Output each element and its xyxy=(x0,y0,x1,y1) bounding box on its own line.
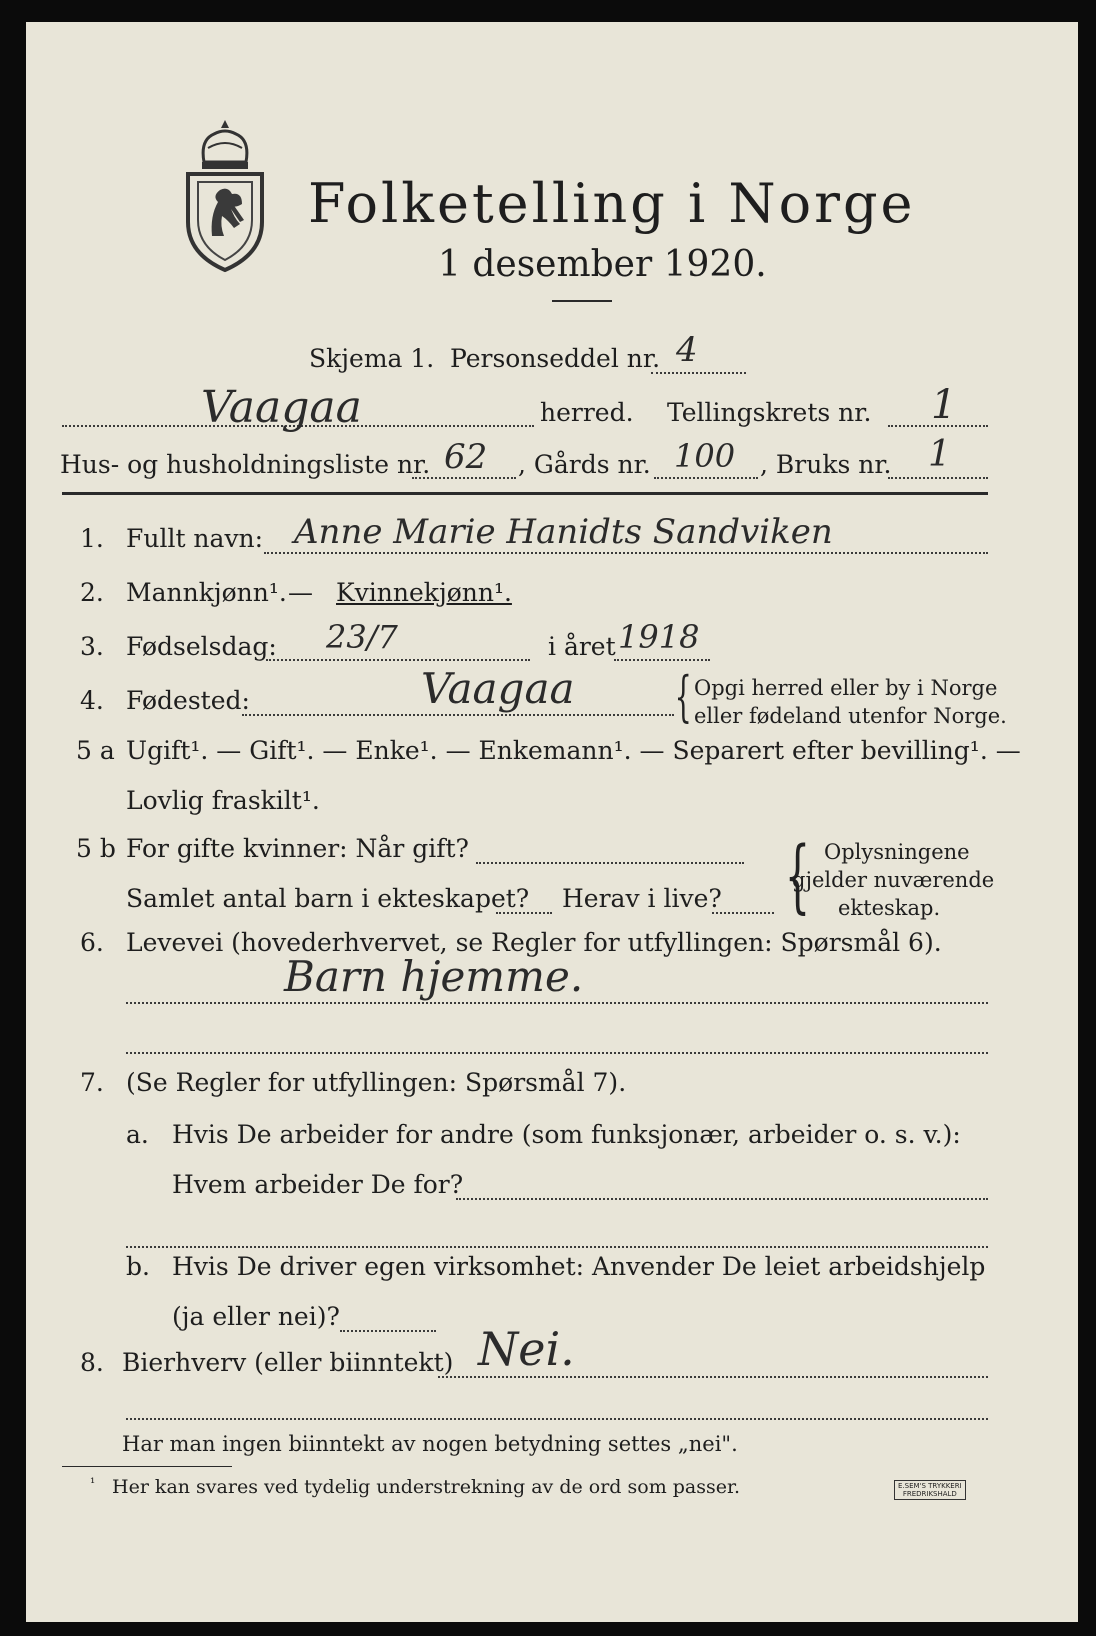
personseddel-field[interactable] xyxy=(651,372,746,374)
q6-label: Levevei (hovederhvervet, se Regler for utfyllingen: Spørsmål 6). xyxy=(126,928,942,957)
tellingskrets-label: Tellingskrets nr. xyxy=(667,398,872,427)
footnote-divider xyxy=(62,1466,232,1467)
gards-label: , Gårds nr. xyxy=(518,450,651,479)
personseddel-value: 4 xyxy=(676,330,698,370)
bruks-field[interactable] xyxy=(888,477,988,479)
birthplace-field[interactable] xyxy=(242,714,674,716)
q5b-note-line2: gjelder nuværende xyxy=(792,868,995,892)
page-date: 1 desember 1920. xyxy=(438,244,767,285)
tellingskrets-value: 1 xyxy=(931,382,957,428)
q1-number: 1. xyxy=(80,524,104,553)
bruks-label: , Bruks nr. xyxy=(760,450,892,479)
q5b-note-line1: Oplysningene xyxy=(824,840,970,864)
q7a-number: a. xyxy=(126,1120,149,1149)
printer-stamp-line1: E.SEM'S TRYKKERI xyxy=(898,1482,962,1490)
occupation-value: Barn hjemme. xyxy=(284,952,584,1001)
q5b-label-children: Samlet antal barn i ekteskapet? xyxy=(126,884,530,913)
birthday-value: 23/7 xyxy=(326,618,398,656)
printer-stamp xyxy=(894,1480,966,1500)
header-divider xyxy=(62,492,988,495)
q7-label: (Se Regler for utfyllingen: Spørsmål 7). xyxy=(126,1068,627,1097)
coat-of-arms-icon xyxy=(180,118,270,274)
side-income-field-2[interactable] xyxy=(126,1418,988,1420)
title-divider xyxy=(552,300,612,302)
q2-number: 2. xyxy=(80,578,104,607)
q7a-line2: Hvem arbeider De for? xyxy=(172,1170,464,1199)
nei-note: Har man ingen biinntekt av nogen betydning settes „nei". xyxy=(122,1432,738,1456)
q5b-label-living: Herav i live? xyxy=(562,884,722,913)
children-living-field[interactable] xyxy=(712,912,774,914)
q4-note-line1: Opgi herred eller by i Norge xyxy=(694,676,998,700)
female-option[interactable]: Kvinnekjønn¹. xyxy=(336,578,512,607)
side-income-field[interactable] xyxy=(438,1376,988,1378)
birthplace-value: Vaagaa xyxy=(421,664,575,713)
q5b-note-line3: ekteskap. xyxy=(838,896,941,920)
q4-brace: { xyxy=(674,665,692,728)
q7b-number: b. xyxy=(126,1252,150,1281)
q2-dash: — xyxy=(288,578,313,607)
page-title: Folketelling i Norge xyxy=(308,172,916,235)
q6-number: 6. xyxy=(80,928,104,957)
herred-value: Vaagaa xyxy=(201,382,362,433)
q5b-label-married: For gifte kvinner: Når gift? xyxy=(126,834,469,863)
q7a-line1: Hvis De arbeider for andre (som funksjonær, arbeider o. s. v.): xyxy=(172,1120,961,1149)
personseddel-label: Personseddel nr. xyxy=(450,344,661,373)
birthday-field[interactable] xyxy=(266,659,530,661)
employer-field[interactable] xyxy=(456,1198,988,1200)
q8-number: 8. xyxy=(80,1348,104,1377)
children-total-field[interactable] xyxy=(496,912,552,914)
gards-field[interactable] xyxy=(654,477,758,479)
birth-year-value: 1918 xyxy=(618,618,700,656)
hus-value: 62 xyxy=(444,437,488,477)
q1-label: Fullt navn: xyxy=(126,524,264,553)
side-income-value: Nei. xyxy=(478,1322,575,1376)
full-name-value: Anne Marie Hanidts Sandviken xyxy=(294,512,833,552)
full-name-field[interactable] xyxy=(264,552,988,554)
occupation-field-2[interactable] xyxy=(126,1052,988,1054)
census-form-page xyxy=(26,22,1078,1622)
birth-year-field[interactable] xyxy=(614,659,710,661)
q7b-line1: Hvis De driver egen virksomhet: Anvender De leiet arbeidshjelp xyxy=(172,1252,986,1281)
q8-label: Bierhverv (eller biinntekt) xyxy=(122,1348,454,1377)
herred-label: herred. xyxy=(540,398,634,427)
q3-year-label: i året xyxy=(548,632,616,661)
divorced-option[interactable]: Lovlig fraskilt¹. xyxy=(126,786,320,815)
q3-number: 3. xyxy=(80,632,104,661)
hired-help-field[interactable] xyxy=(340,1330,436,1332)
gards-value: 100 xyxy=(674,437,736,475)
hus-label: Hus- og husholdningsliste nr. xyxy=(60,450,431,479)
q4-note-line2: eller fødeland utenfor Norge. xyxy=(694,704,1007,728)
q5b-number: 5 b xyxy=(76,834,116,863)
male-option[interactable]: Mannkjønn¹. xyxy=(126,578,287,607)
employer-field-2[interactable] xyxy=(126,1246,988,1248)
q4-label: Fødested: xyxy=(126,686,250,715)
bruks-value: 1 xyxy=(928,434,951,475)
q5a-number: 5 a xyxy=(76,736,115,765)
q4-number: 4. xyxy=(80,686,104,715)
occupation-field[interactable] xyxy=(126,1002,988,1004)
q3-label: Fødselsdag: xyxy=(126,632,277,661)
printer-stamp-line2: FREDRIKSHALD xyxy=(902,1490,957,1498)
q7-number: 7. xyxy=(80,1068,104,1097)
footnote-mark: ¹ xyxy=(90,1476,96,1491)
marital-options[interactable]: Ugift¹. — Gift¹. — Enke¹. — Enkemann¹. — Separert efter bevilling¹. — xyxy=(126,736,1021,765)
skjema-label: Skjema 1. xyxy=(309,344,435,373)
footnote-text: Her kan svares ved tydelig understrekning av de ord som passer. xyxy=(112,1476,741,1498)
q5b-brace: { xyxy=(784,829,811,922)
married-date-field[interactable] xyxy=(476,862,744,864)
q7b-line2: (ja eller nei)? xyxy=(172,1302,340,1331)
hus-field[interactable] xyxy=(412,477,516,479)
